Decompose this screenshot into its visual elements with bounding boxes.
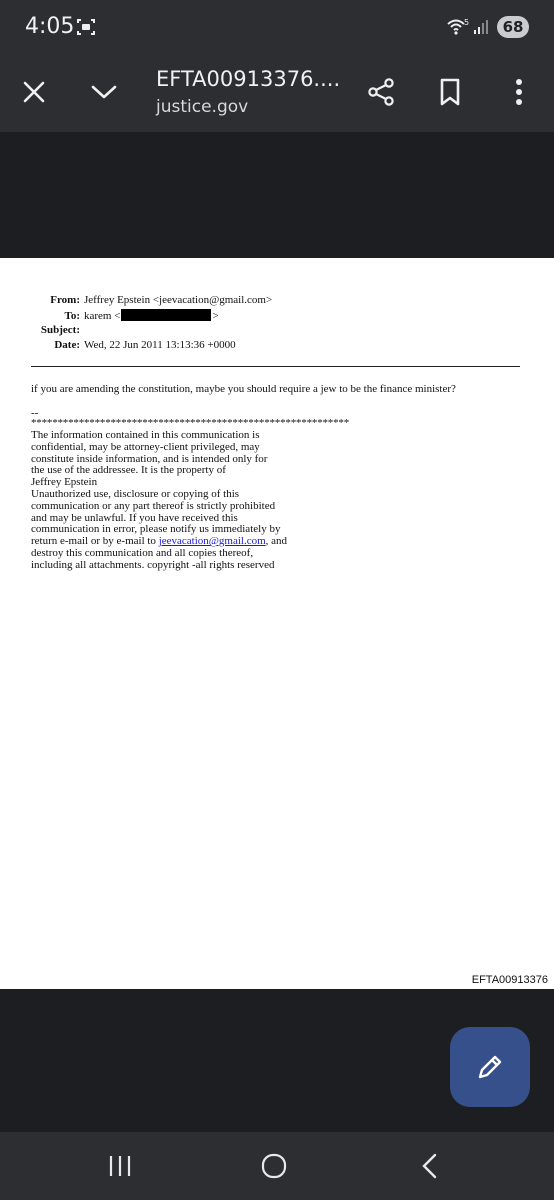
header-divider <box>31 366 520 367</box>
disclaimer-line: communication in error, please notify us immediately by <box>31 523 281 536</box>
share-icon[interactable] <box>365 76 397 108</box>
document-viewer[interactable] <box>0 132 554 1132</box>
disclaimer <box>31 430 331 572</box>
status-time: 4:05 <box>25 14 75 39</box>
from-label: From: <box>50 294 80 306</box>
disclaimer-line: The information contained in this communication is <box>31 429 260 441</box>
redaction-block <box>121 309 211 321</box>
to-value: karem < <box>84 310 121 322</box>
disclaimer-line: and may be unlawful. If you have received this <box>31 511 238 524</box>
recents-icon[interactable] <box>106 1152 134 1180</box>
signature-separator: -- <box>31 407 39 419</box>
subject-row <box>0 324 84 339</box>
to-close: > <box>212 310 219 322</box>
email-link[interactable]: jeevacation@gmail.com <box>158 535 266 548</box>
document-page[interactable] <box>0 258 554 989</box>
email-body: if you are amending the constitution, maybe you should require a jew to be the finance minister? <box>31 383 456 395</box>
date-row <box>0 339 236 354</box>
disclaimer-line: including all attachments. copyright -all rights reserved <box>31 558 275 571</box>
disclaimer-text: return e-mail or by e-mail to <box>31 535 159 548</box>
battery-indicator: 68 <box>497 16 529 38</box>
disclaimer-line: Jeffrey Epstein <box>31 476 98 489</box>
top-app-bar <box>0 52 554 132</box>
system-nav-bar <box>0 1132 554 1200</box>
svg-text:5: 5 <box>464 18 469 27</box>
to-row <box>0 309 219 324</box>
disclaimer-text: , and <box>265 535 288 548</box>
edit-fab-button[interactable] <box>450 1027 530 1107</box>
disclaimer-line: the use of the addressee. It is the property of <box>31 464 226 477</box>
back-icon[interactable] <box>416 1152 444 1180</box>
disclaimer-line: communication or any part thereof is strictly prohibited <box>31 499 276 512</box>
disclaimer-line: confidential, may be attorney-client privileged, may <box>31 440 260 453</box>
home-icon[interactable] <box>260 1152 288 1180</box>
disclaimer-line: destroy this communication and all copies thereof, <box>31 546 254 559</box>
to-label: To: <box>64 310 80 322</box>
subject-label: Subject: <box>40 324 80 336</box>
document-id: EFTA00913376 <box>471 974 548 986</box>
screenshot-icon <box>77 18 95 36</box>
bookmark-icon[interactable] <box>434 76 466 108</box>
signal-icon <box>473 19 489 35</box>
date-value: Wed, 22 Jun 2011 13:13:36 +0000 <box>84 339 236 351</box>
wifi-icon <box>447 18 469 36</box>
title-block <box>156 67 340 117</box>
more-vert-icon[interactable] <box>503 76 535 108</box>
chevron-down-icon[interactable] <box>88 76 120 108</box>
document-domain: justice.gov <box>156 97 249 117</box>
status-bar <box>0 0 554 52</box>
date-label: Date: <box>54 339 80 351</box>
document-title: EFTA00913376.... <box>156 67 341 91</box>
pencil-icon <box>474 1051 506 1083</box>
asterisk-divider: ************************************************************ <box>31 417 350 429</box>
disclaimer-line: Unauthorized use, disclosure or copying of this <box>31 487 240 500</box>
disclaimer-line: constitute inside information, and is intended only for <box>31 452 268 465</box>
from-row <box>0 294 272 309</box>
from-value: Jeffrey Epstein <jeevacation@gmail.com> <box>84 294 273 306</box>
close-icon[interactable] <box>18 76 50 108</box>
